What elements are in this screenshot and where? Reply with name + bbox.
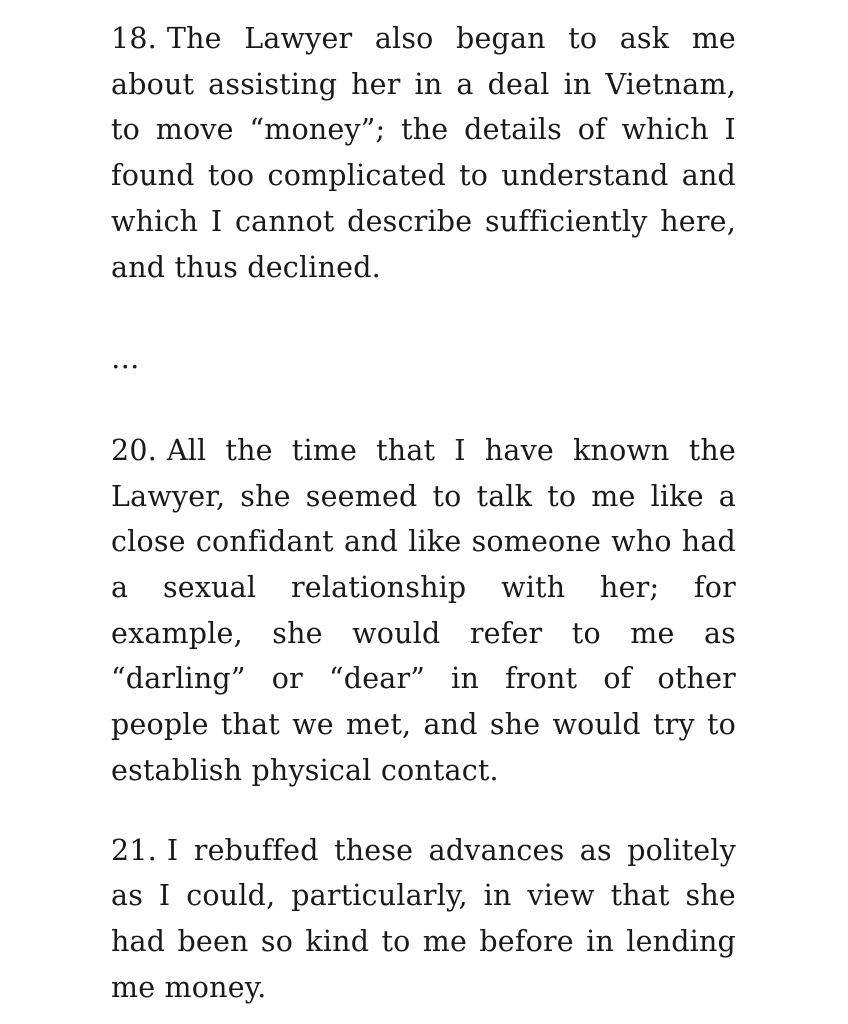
paragraph-18: [111, 16, 736, 290]
paragraph-number: 18.: [111, 22, 157, 55]
paragraph-20: [111, 428, 736, 794]
paragraph-number: 21.: [111, 833, 157, 867]
paragraph-text: The Lawyer also began to ask me about assisting her in a deal in Vietnam, to move “money”; the details of which I found too complicated to understand and which I cannot describe sufficiently here, and thus declined.: [111, 22, 736, 284]
document-page: [111, 16, 736, 1010]
omission-ellipsis: …: [111, 342, 140, 376]
paragraph-text: I rebuffed these advances as politely as I could, particularly, in view that she had been so kind to me before in lending me money.: [111, 833, 736, 1004]
paragraph-21: [111, 828, 736, 1011]
paragraph-number: 20.: [111, 433, 157, 467]
paragraph-text: All the time that I have known the Lawyer, she seemed to talk to me like a close confidant and like someone who had a sexual relationship with her; for example, she would refer to me as “darling” or “dear” in front of other people that we met, and she would try to establish physical contact.: [111, 433, 736, 787]
